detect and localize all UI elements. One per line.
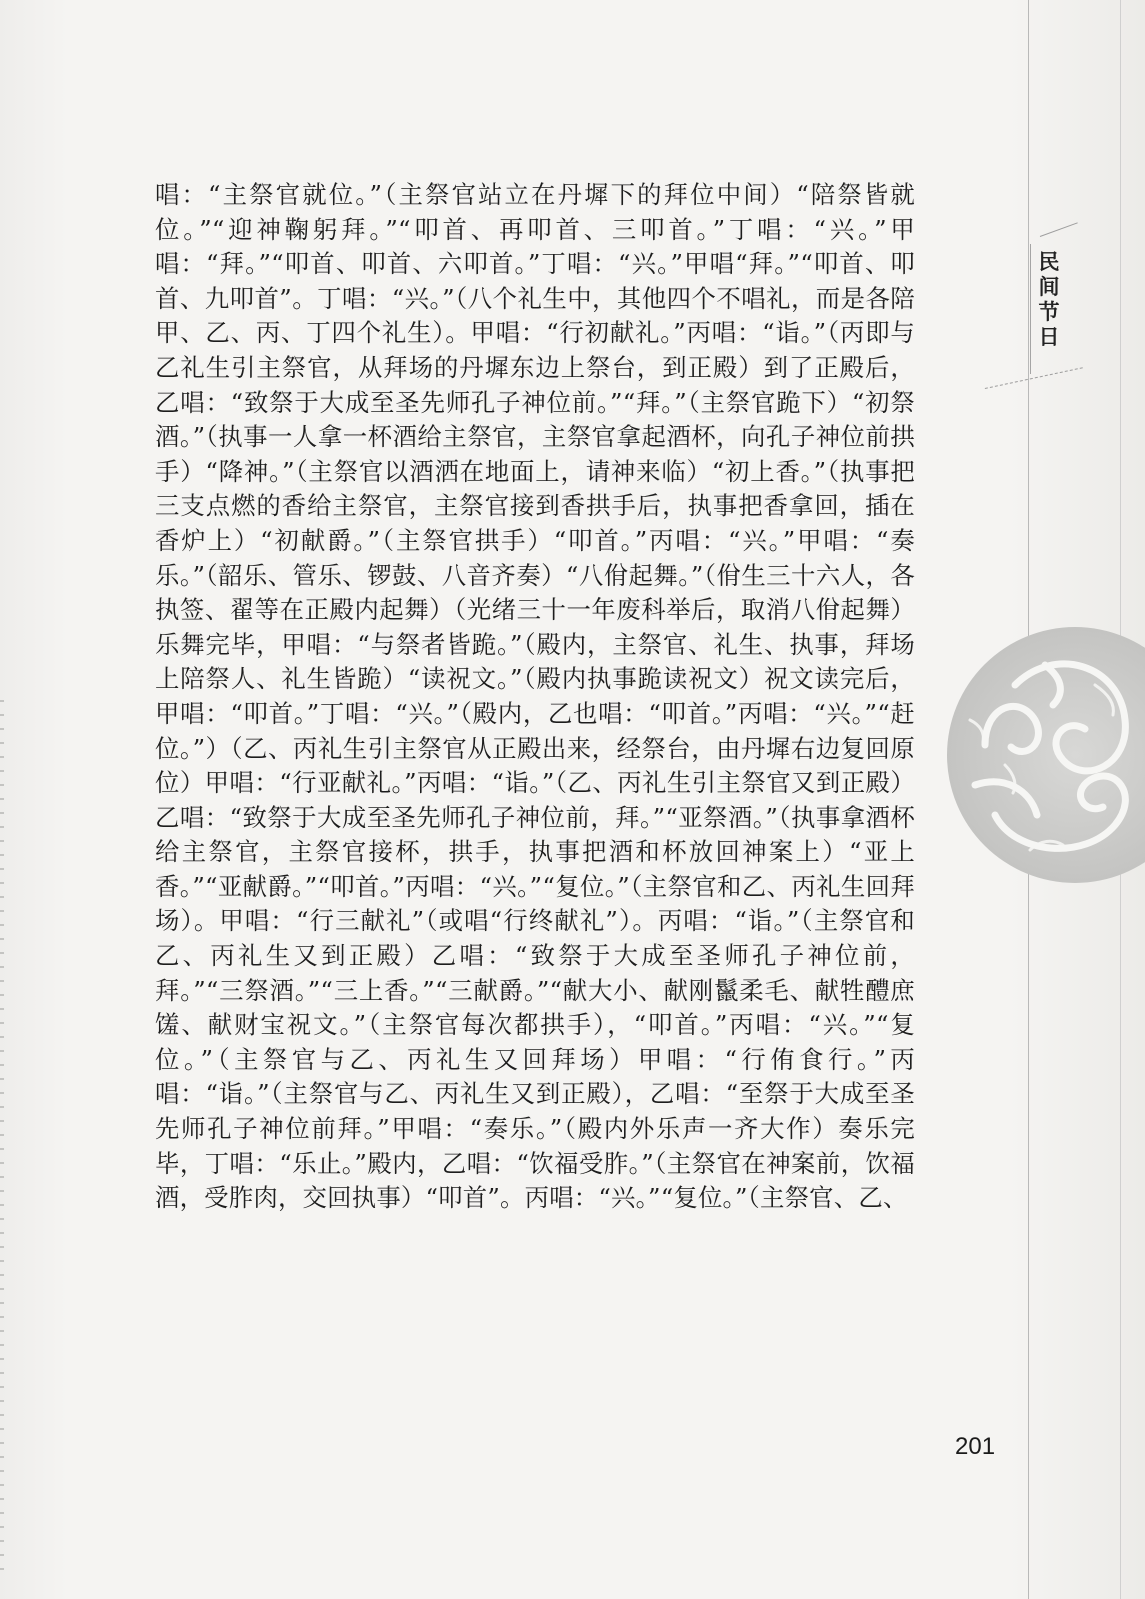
section-tab-rule-bottom	[985, 367, 1083, 390]
page-number: 201	[955, 1433, 996, 1460]
section-tab-rule-top	[1040, 222, 1078, 237]
section-tab-rule-side	[1030, 244, 1031, 374]
gutter-binding-marks	[0, 700, 4, 1580]
body-paragraph: 唱：“主祭官就位。”（主祭官站立在丹墀下的拜位中间）“陪祭皆就位。”“迎神鞠躬拜。”“叩首、再叩首、三叩首。”丁唱：“兴。”甲唱：“拜。”“叩首、叩首、六叩首。”丁唱：“兴。”甲唱“拜。”“叩首、叩首、九叩首”。丁唱：“兴。”（八个礼生中，其他四个不唱礼，而是各陪甲、乙、丙、丁四个礼生）。甲唱：“行初献礼。”丙唱：“诣。”（丙即与乙礼生引主祭官，从拜场的丹墀东边上祭台，到正殿）到了正殿后，乙唱：“致祭于大成至圣先师孔子神位前。”“拜。”（主祭官跪下）“初祭酒。”（执事一人拿一杯酒给主祭官，主祭官拿起酒杯，向孔子神位前拱手）“降神。”（主祭官以酒洒在地面上，请神来临）“初上香。”（执事把三支点燃的香给主祭官，主祭官接到香拱手后，执事把香拿回，插在香炉上）“初献爵。”（主祭官拱手）“叩首。”丙唱：“兴。”甲唱：“奏乐。”（韶乐、管乐、锣鼓、八音齐奏）“八佾起舞。”（佾生三十六人，各执签、翟等在正殿内起舞）（光绪三十一年废科举后，取消八佾起舞）乐舞完毕，甲唱：“与祭者皆跪。”（殿内，主祭官、礼生、执事，拜场上陪祭人、礼生皆跪）“读祝文。”（殿内执事跪读祝文）祝文读完后，甲唱：“叩首。”丁唱：“兴。”（殿内，乙也唱：“叩首。”丙唱：“兴。”“赶位。”）（乙、丙礼生引主祭官从正殿出来，经祭台，由丹墀右边复回原位）甲唱：“行亚献礼。”丙唱：“诣。”（乙、丙礼生引主祭官又到正殿）乙唱：“致祭于大成至圣先师孔子神位前，拜。”“亚祭酒。”（执事拿酒杯给主祭官，主祭官接杯，拱手，执事把酒和杯放回神案上）“亚上香。”“亚献爵。”“叩首。”丙唱：“兴。”“复位。”（主祭官和乙、丙礼生回拜场）。甲唱：“行三献礼”（或唱“行终献礼”）。丙唱：“诣。”（主祭官和乙、丙礼生又到正殿）乙唱：“致祭于大成至圣师孔子神位前，拜。”“三祭酒。”“三上香。”“三献爵。”“献大小、献刚鬣柔毛、献牲醴庶馐、献财宝祝文。”（主祭官每次都拱手），“叩首。”丙唱：“兴。”“复位。”（主祭官与乙、丙礼生又回拜场）甲唱：“行侑食行。”丙唱：“诣。”（主祭官与乙、丙礼生又到正殿），乙唱：“至祭于大成至圣先师孔子神位前拜。”甲唱：“奏乐。”（殿内外乐声一齐大作）奏乐完毕，丁唱：“乐止。”殿内，乙唱：“饮福受胙。”（主祭官在神案前，饮福酒，受胙肉，交回执事）“叩首”。丙唱：“兴。”“复位。”（主祭官、乙、	[155, 180, 915, 1213]
section-tab-title: 民间节日	[1038, 250, 1060, 349]
decorative-scroll-emblem-icon	[945, 625, 1145, 885]
